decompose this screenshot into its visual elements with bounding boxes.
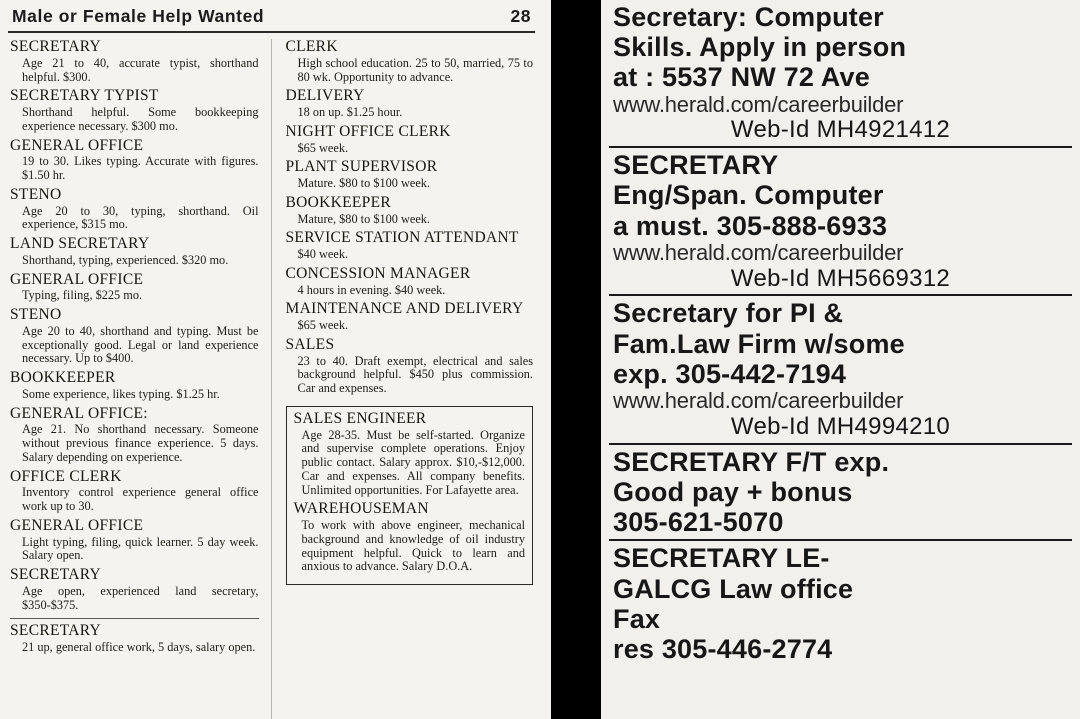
classified-ad — [294, 501, 526, 574]
ad-line: SECRETARY F/T exp. — [613, 446, 890, 477]
ad-url: www.herald.com/careerbuilder — [613, 388, 904, 414]
ad-web-id: Web-Id MH5669312 — [730, 264, 951, 292]
ad-body: Age 21 to 40, accurate typist, shorthand helpful. $300. — [22, 55, 259, 84]
ad-body: $65 week. — [297, 318, 349, 332]
ad-title: STENO — [10, 185, 62, 203]
ad-body: 23 to 40. Draft exempt, electrical and sales background helpful. $450 plus commission. Car and expenses. — [297, 353, 533, 396]
classified-ad — [286, 301, 534, 333]
ad-body: Mature. $80 to $100 week. — [297, 176, 431, 190]
boxed-display-ad — [286, 406, 534, 585]
ad-title: WAREHOUSEMAN — [293, 500, 429, 518]
ad-title: DELIVERY — [285, 87, 365, 105]
classified-ad — [10, 370, 259, 402]
ad-body: Inventory control experience general office work up to 30. — [22, 485, 259, 514]
classified-ad — [10, 469, 259, 514]
ad-web-id: Web-Id MH4921412 — [730, 116, 951, 144]
classified-ad — [294, 411, 526, 498]
ad-line: SECRETARY LE- — [613, 543, 830, 574]
ad-body: 4 hours in evening. $40 week. — [297, 282, 446, 297]
ad-title: BOOKKEEPER — [285, 193, 391, 211]
ad-line: GALCG Law office — [613, 573, 854, 604]
classified-ad — [10, 39, 259, 84]
ad-title: GENERAL OFFICE — [10, 270, 144, 288]
ad-line: res 305-446-2774 — [613, 634, 833, 665]
classified-ad — [10, 272, 259, 304]
ad-title: SECRETARY — [10, 622, 102, 640]
ad-title: SALES — [285, 335, 335, 353]
ad-line: Fax — [613, 603, 661, 634]
ad-title: LAND SECRETARY — [10, 235, 150, 253]
ad-title: NIGHT OFFICE CLERK — [285, 122, 451, 140]
classified-ad — [10, 187, 259, 232]
ad-body: Some experience, likes typing. $1.25 hr. — [22, 386, 220, 401]
page-number: 28 — [510, 6, 531, 26]
secretary-ad-3 — [609, 296, 1072, 444]
ad-url: www.herald.com/careerbuilder — [613, 91, 904, 117]
ad-body: Age 21. No shorthand necessary. Someone without previous finance experience. 5 days. Salary depending on experience. — [22, 422, 259, 464]
ad-body: Mature, $80 to $100 week. — [297, 211, 431, 226]
section-header — [0, 0, 543, 29]
classified-ad — [286, 159, 534, 191]
classified-ad — [10, 88, 259, 133]
classified-ad — [286, 39, 534, 84]
ad-body: Light typing, filing, quick learner. 5 day week. Salary open. — [22, 534, 259, 563]
ad-url: www.herald.com/careerbuilder — [613, 239, 904, 265]
secretary-ad-1 — [609, 0, 1072, 148]
ad-body: 19 to 30. Likes typing. Accurate with figures. $1.50 hr. — [22, 154, 259, 183]
ad-title: GENERAL OFFICE — [10, 516, 144, 534]
scan-gutter-divider — [551, 0, 601, 719]
classified-ad — [286, 195, 534, 227]
ad-title: OFFICE CLERK — [10, 467, 122, 485]
ad-line: SECRETARY — [613, 150, 779, 181]
ad-line: Secretary: Computer — [613, 2, 884, 32]
ad-body: 21 up, general office work, 5 days, salary open. — [22, 640, 256, 655]
ad-body: Age 20 to 40, shorthand and typing. Must be exceptionally good. Legal or land experience necessary. Up to $400. — [22, 323, 259, 366]
classified-ad — [10, 623, 259, 655]
ad-body: Age 28-35. Must be self-started. Organize and supervise complete operations. Enjoy public contact. Salary approx. $10,-$12,000. Car and expenses. All company benefits. Unlimited opportunities. For Lafayette area. — [301, 427, 525, 497]
classified-ad — [286, 266, 534, 298]
classified-ad — [10, 518, 259, 563]
classified-ad — [10, 406, 259, 465]
ad-line: Skills. Apply in person — [613, 32, 907, 63]
ad-line: Eng/Span. Computer — [613, 180, 884, 211]
ad-title: CLERK — [285, 38, 338, 55]
ad-title: PLANT SUPERVISOR — [285, 158, 438, 176]
classified-column-left — [10, 39, 272, 719]
ad-line: Fam.Law Firm w/some — [613, 328, 905, 359]
ad-line: Good pay + bonus — [613, 476, 853, 507]
classified-columns — [0, 33, 543, 719]
classified-column-right — [272, 39, 534, 719]
classified-ad — [10, 138, 259, 183]
secretary-ad-2 — [609, 148, 1072, 296]
classified-ad — [286, 230, 534, 262]
ad-body: Shorthand helpful. Some bookkeeping experience necessary. $300 mo. — [22, 105, 259, 133]
ad-title: CONCESSION MANAGER — [285, 264, 471, 282]
ad-body: Shorthand, typing, experienced. $320 mo. — [22, 252, 229, 267]
ad-line: exp. 305-442-7194 — [613, 358, 847, 389]
ad-web-id: Web-Id MH4994210 — [730, 412, 951, 440]
ad-title: GENERAL OFFICE — [10, 136, 144, 154]
classified-ad — [10, 307, 259, 366]
classified-ad — [10, 236, 259, 268]
ad-body: Age 20 to 30, typing, shorthand. Oil experience, $315 mo. — [22, 203, 259, 232]
ad-body: $40 week. — [297, 247, 349, 261]
ad-title: SECRETARY TYPIST — [10, 87, 159, 105]
ad-title: GENERAL OFFICE: — [10, 404, 148, 422]
ad-line: Secretary for PI & — [613, 298, 844, 329]
ad-title: SALES ENGINEER — [293, 409, 427, 427]
ad-line: a must. 305-888-6933 — [613, 210, 888, 241]
ad-title: STENO — [10, 306, 62, 324]
ad-body: To work with above engineer, mechanical background and knowledge of oil industry equipment helpful. Quick to learn and anxious to advance. Salary D.O.A. — [301, 518, 525, 574]
ad-body: $65 week. — [297, 140, 349, 155]
column-divider-rule — [10, 618, 259, 619]
section-title: Male or Female Help Wanted — [12, 6, 265, 26]
secretary-ad-5 — [609, 541, 1072, 666]
ad-title: BOOKKEEPER — [10, 369, 116, 387]
ad-title: SECRETARY — [10, 38, 102, 55]
classified-ad — [286, 124, 534, 156]
classified-ad — [286, 88, 534, 120]
ad-body: Typing, filing, $225 mo. — [22, 288, 143, 303]
ad-title: SERVICE STATION ATTENDANT — [285, 229, 519, 247]
right-newspaper-column-scan — [601, 0, 1080, 719]
ad-line: at : 5537 NW 72 Ave — [613, 62, 870, 93]
ad-body: 18 on up. $1.25 hour. — [297, 105, 403, 119]
ad-body: High school education. 25 to 50, married, 75 to 80 wk. Opportunity to advance. — [297, 55, 533, 84]
ad-title: MAINTENANCE AND DELIVERY — [285, 300, 524, 318]
classified-ad — [286, 337, 534, 396]
ad-body: Age open, experienced land secretary, $350-$375. — [22, 583, 259, 612]
secretary-ad-4 — [609, 445, 1072, 542]
ad-line: 305-621-5070 — [613, 507, 784, 538]
classified-ad — [10, 567, 259, 612]
ad-title: SECRETARY — [10, 566, 102, 584]
